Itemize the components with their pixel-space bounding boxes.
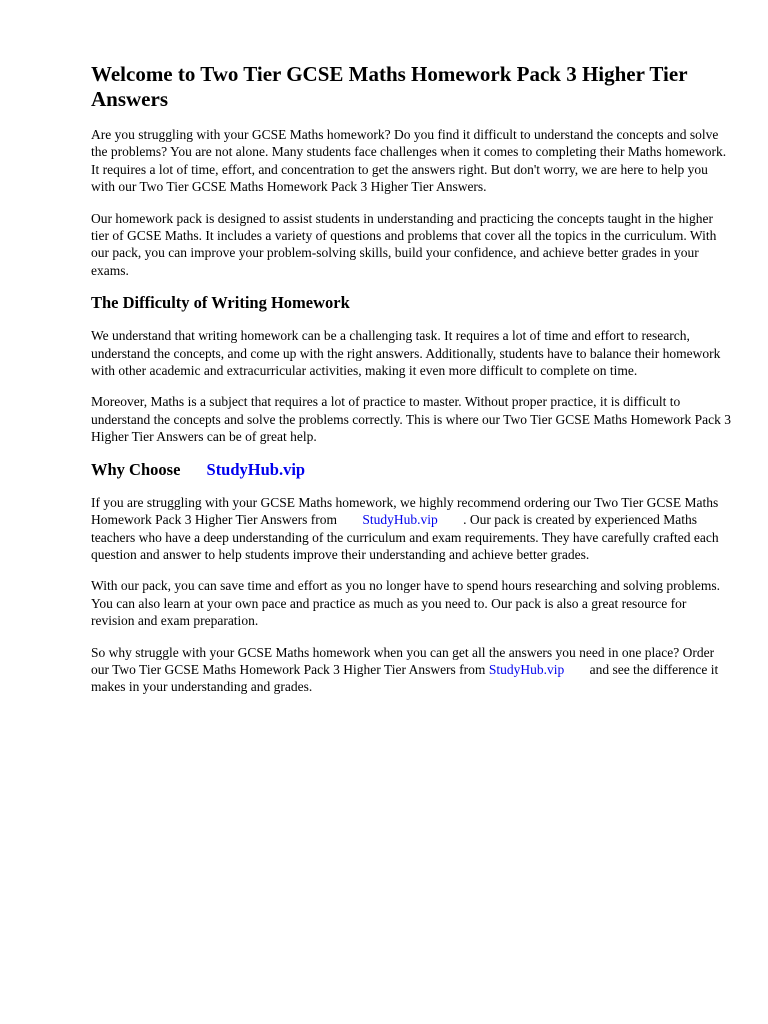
why-paragraph-3-text-start: So why struggle with your GCSE Maths homework when you can get all the answers you need in one place? Order our Two Tier GCSE Maths Homework Pack 3 Higher Tier Answers from [91,644,715,677]
difficulty-heading: The Difficulty of Writing Homework [91,293,350,313]
studyhub-inline-link-2[interactable]: StudyHub.vip [488,661,565,677]
intro-paragraph-2: Our homework pack is designed to assist students in understanding and practicing the concepts taught in the higher tier of GCSE Maths. It includes a variety of questions and problems that cover all the topics in the curriculum. With our pack, you can improve your problem-solving skills, build your confidence, and achieve better grades in your exams. [91,210,717,278]
studyhub-inline-link-1[interactable]: StudyHub.vip [362,512,438,528]
difficulty-paragraph-1: We understand that writing homework can be a challenging task. It requires a lot of time and effort to research, understand the concepts, and come up with the right answers. Additionally, students have to balance their homework with other academic and extracurricular activities, making it even more difficult to complete on time. [91,328,721,379]
why-paragraph-3 [91,644,731,696]
why-paragraph-1-text-end: . Our pack is created by experienced Maths teachers who have a deep understanding of the curriculum and exam requirements. They have carefully crafted each question and answer to help students improve their understanding and achieve better grades. [91,512,719,562]
why-paragraph-2: With our pack, you can save time and effort as you no longer have to spend hours researching and solving problems. You can also learn at your own pace and practice as much as you need to. Our pack is also a great resource for revision and exam preparation. [91,578,721,629]
difficulty-paragraph-2: Moreover, Maths is a subject that requires a lot of practice to master. Without proper practice, it is difficult to understand the concepts and solve the problems correctly. This is where our Two Tier GCSE Maths Homework Pack 3 Higher Tier Answers can be of great help. [91,394,731,445]
why-choose-heading-text: Why Choose [91,459,181,479]
page-title: Welcome to Two Tier GCSE Maths Homework Pack 3 Higher Tier Answers [91,62,688,111]
why-paragraph-1 [91,494,731,564]
document-page [91,62,731,710]
why-choose-heading [91,460,731,480]
intro-paragraph-1: Are you struggling with your GCSE Maths homework? Do you find it difficult to understand the concepts and solve the problems? You are not alone. Many students face challenges when it comes to completing their Maths homework. It requires a lot of time, effort, and concentration to get the answers right. But don't worry, we are here to help you with our Two Tier GCSE Maths Homework Pack 3 Higher Tier Answers. [91,127,727,195]
studyhub-heading-link[interactable]: StudyHub.vip [206,459,306,479]
why-paragraph-1-text-start: If you are struggling with your GCSE Maths homework, we highly recommend ordering our Two Tier GCSE Maths Homework Pack 3 Higher Tier Answers from [91,494,719,528]
why-paragraph-3-text-end: and see the difference it makes in your understanding and grades. [91,661,719,695]
